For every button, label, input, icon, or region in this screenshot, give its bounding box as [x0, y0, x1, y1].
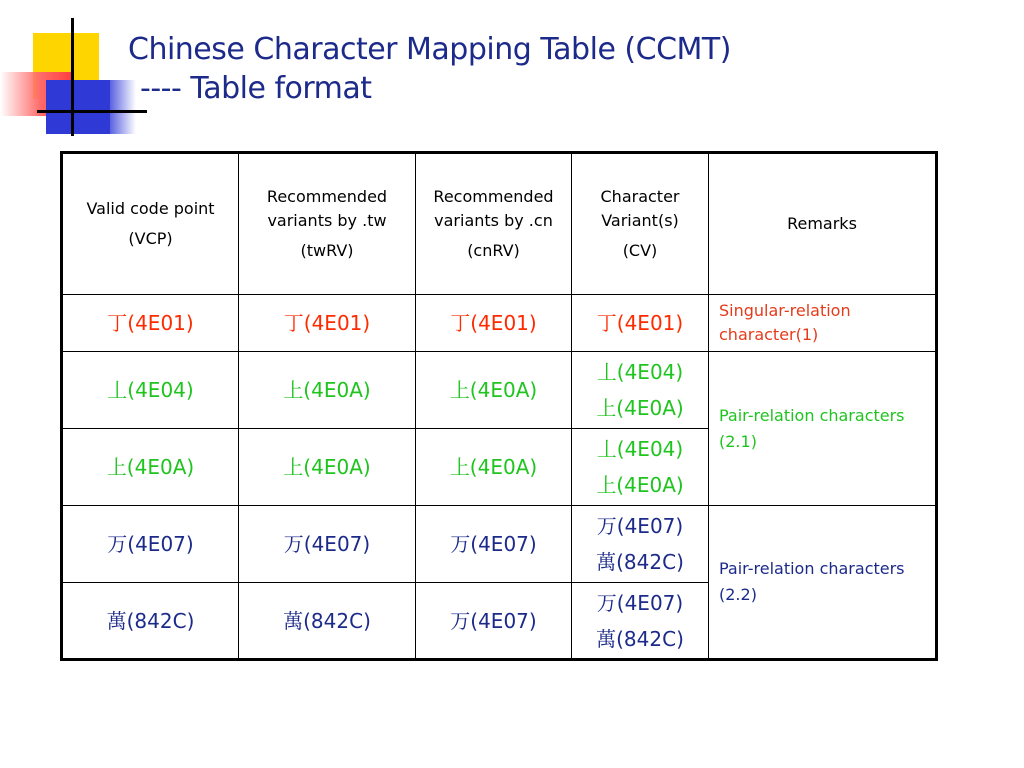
remark-pair-2-1: Pair-relation characters (2.1)	[709, 352, 937, 506]
cell-vcp: 萬(842C)	[62, 583, 239, 660]
cell-cnrv: 丁(4E01)	[416, 295, 572, 352]
table-header-row	[62, 153, 937, 295]
cell-cv: 万(4E07) 萬(842C)	[572, 583, 709, 660]
cell-cv: 万(4E07) 萬(842C)	[572, 506, 709, 583]
title-line-2: ---- Table format	[140, 71, 372, 106]
header-cv: Character Variant(s) (CV)	[572, 153, 709, 295]
cell-vcp: 丁(4E01)	[62, 295, 239, 352]
cell-twrv: 丁(4E01)	[239, 295, 416, 352]
header-twrv: Recommended variants by .tw (twRV)	[239, 153, 416, 295]
header-vcp: Valid code point (VCP)	[62, 153, 239, 295]
header-cnrv: Recommended variants by .cn (cnRV)	[416, 153, 572, 295]
cell-cnrv: 上(4E0A)	[416, 352, 572, 429]
title-line-1: Chinese Character Mapping Table (CCMT)	[128, 32, 731, 67]
decor-blue-square	[46, 80, 110, 134]
cell-vcp: 万(4E07)	[62, 506, 239, 583]
remark-pair-2-2: Pair-relation characters (2.2)	[709, 506, 937, 660]
cell-cnrv: 万(4E07)	[416, 506, 572, 583]
cell-cv: 丄(4E04) 上(4E0A)	[572, 352, 709, 429]
remark-singular: Singular-relation character(1)	[709, 295, 937, 352]
cell-twrv: 上(4E0A)	[239, 352, 416, 429]
cell-vcp: 上(4E0A)	[62, 429, 239, 506]
cell-cv: 丁(4E01)	[572, 295, 709, 352]
cell-twrv: 萬(842C)	[239, 583, 416, 660]
table-row	[62, 352, 937, 429]
cell-twrv: 上(4E0A)	[239, 429, 416, 506]
decor-horizontal-line	[37, 110, 147, 113]
cell-twrv: 万(4E07)	[239, 506, 416, 583]
header-remarks: Remarks	[709, 153, 937, 295]
slide-title	[128, 30, 731, 108]
cell-vcp: 丄(4E04)	[62, 352, 239, 429]
decor-vertical-line	[71, 18, 74, 136]
ccmt-table	[60, 151, 938, 661]
cell-cnrv: 上(4E0A)	[416, 429, 572, 506]
cell-cv: 丄(4E04) 上(4E0A)	[572, 429, 709, 506]
table-row	[62, 506, 937, 583]
cell-cnrv: 万(4E07)	[416, 583, 572, 660]
table-row	[62, 295, 937, 352]
